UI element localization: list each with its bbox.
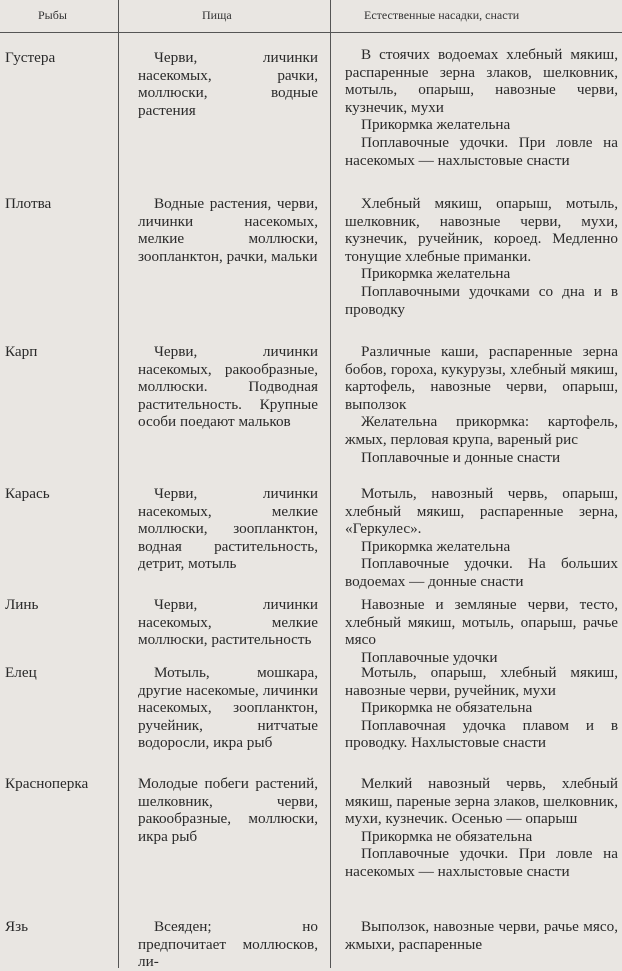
bait-text: Мелкий навозный червь, хлебный мякиш, пареные зерна злаков, шелковник, мухи, кузнечик. Осенью — опарыш <box>345 775 618 828</box>
bait-text: Прикормка желательна <box>361 537 511 555</box>
fish-food <box>138 918 318 971</box>
bait-cell <box>345 343 618 466</box>
fish-name: Карп <box>5 343 38 360</box>
fish-food <box>138 49 318 119</box>
column-divider <box>118 0 119 968</box>
bait-text: Мотыль, навозный червь, опарыш, хлебный мякиш, распаренные зерна, «Геркулес». <box>345 485 618 538</box>
bait-text: Выползок, навозные черви, рачье мясо, жмыхи, распаренные <box>345 918 618 953</box>
bait-text: Мотыль, опарыш, хлебный мякиш, навозные черви, ручейник, мухи <box>345 664 618 699</box>
food-text: Черви, личинки насекомых, рачки, моллюски, водные растения <box>138 49 318 119</box>
header-fish: Рыбы <box>38 8 67 22</box>
bait-cell <box>345 485 618 591</box>
food-text: Черви, личинки насекомых, мелкие моллюски, растительность <box>138 596 318 649</box>
bait-text: Поплавочные удочки. На больших водоемах — донные снасти <box>345 555 618 590</box>
header-bait: Естественные насадки, снасти <box>364 8 520 22</box>
bait-text: Поплавочная удочка плавом и в проводку. Нахлыстовые снасти <box>345 716 618 752</box>
header-food: Пища <box>202 8 232 22</box>
bait-text: Прикормка желательна <box>361 116 511 134</box>
bait-text: Прикормка желательна <box>361 265 511 283</box>
bait-text: Различные каши, распаренные зерна бобов, гороха, кукурузы, хлебный мякиш, картофель, навозные черви, опарыш, выползок <box>345 343 618 413</box>
bait-cell <box>345 775 618 881</box>
bait-text: Прикормка не обязательна <box>361 827 533 845</box>
food-text: Черви, личинки насекомых, ракообразные, моллюски. Подводная растительность. Крупные особи поедают мальков <box>138 343 318 431</box>
bait-cell <box>345 918 618 953</box>
bait-text: Прикормка не обязательна <box>361 699 533 717</box>
fish-name: Плотва <box>5 195 52 212</box>
bait-text: Поплавочные удочки <box>361 648 498 666</box>
bait-text: Поплавочные удочки. При ловле на насекомых — нахлыстовые снасти <box>345 845 618 880</box>
food-text: Всеяден; но предпочитает моллюсков, ли- <box>138 918 318 971</box>
bait-text: Поплавочные и донные снасти <box>361 448 561 466</box>
column-divider <box>330 0 331 968</box>
fish-name: Елец <box>5 664 37 681</box>
food-text: Черви, личинки насекомых, мелкие моллюски, зоопланктон, водная растительность, детрит, мотыль <box>138 485 318 573</box>
fish-food <box>138 485 318 573</box>
fish-name: Карась <box>5 485 50 502</box>
food-text: Водные растения, черви, личинки насекомых, мелкие моллюски, зоопланктон, рачки, мальки <box>138 195 318 265</box>
bait-cell <box>345 46 618 169</box>
fish-food <box>138 775 318 845</box>
bait-text: Хлебный мякиш, опарыш, мотыль, шелковник, навозные черви, мухи, кузнечик, ручейник, короед. Медленно тонущие хлебные приманки. <box>345 195 618 265</box>
food-text: Молодые побеги растений, шелковник, черви, ракообразные, моллюски, икра рыб <box>138 775 318 845</box>
bait-text: Поплавочные удочки. При ловле на насекомых — нахлыстовые снасти <box>345 133 618 169</box>
bait-cell <box>345 195 618 318</box>
header-divider <box>0 32 622 33</box>
fish-name: Густера <box>5 49 56 66</box>
fish-food <box>138 664 318 752</box>
bait-text: Поплавочными удочками со дна и в проводку <box>345 282 618 318</box>
bait-cell <box>345 664 618 752</box>
fish-name: Линь <box>5 596 39 613</box>
bait-text: В стоячих водоемах хлебный мякиш, распаренные зерна злаков, шелковник, мотыль, опарыш, навозные черви, кузнечик, мухи <box>345 46 618 116</box>
bait-cell <box>345 596 618 666</box>
fish-food <box>138 596 318 649</box>
fish-food <box>138 195 318 265</box>
bait-text: Желательна прикормка: картофель, жмых, перловая крупа, вареный рис <box>345 413 618 448</box>
fish-name: Язь <box>5 918 29 935</box>
fish-food <box>138 343 318 431</box>
bait-text: Навозные и земляные черви, тесто, хлебный мякиш, мотыль, опарыш, рачье мясо <box>345 596 618 649</box>
fish-name: Красноперка <box>5 775 89 792</box>
food-text: Мотыль, мошкара, другие насекомые, личинки насекомых, зоопланктон, ручейник, нитчатые водоросли, икра рыб <box>138 664 318 752</box>
